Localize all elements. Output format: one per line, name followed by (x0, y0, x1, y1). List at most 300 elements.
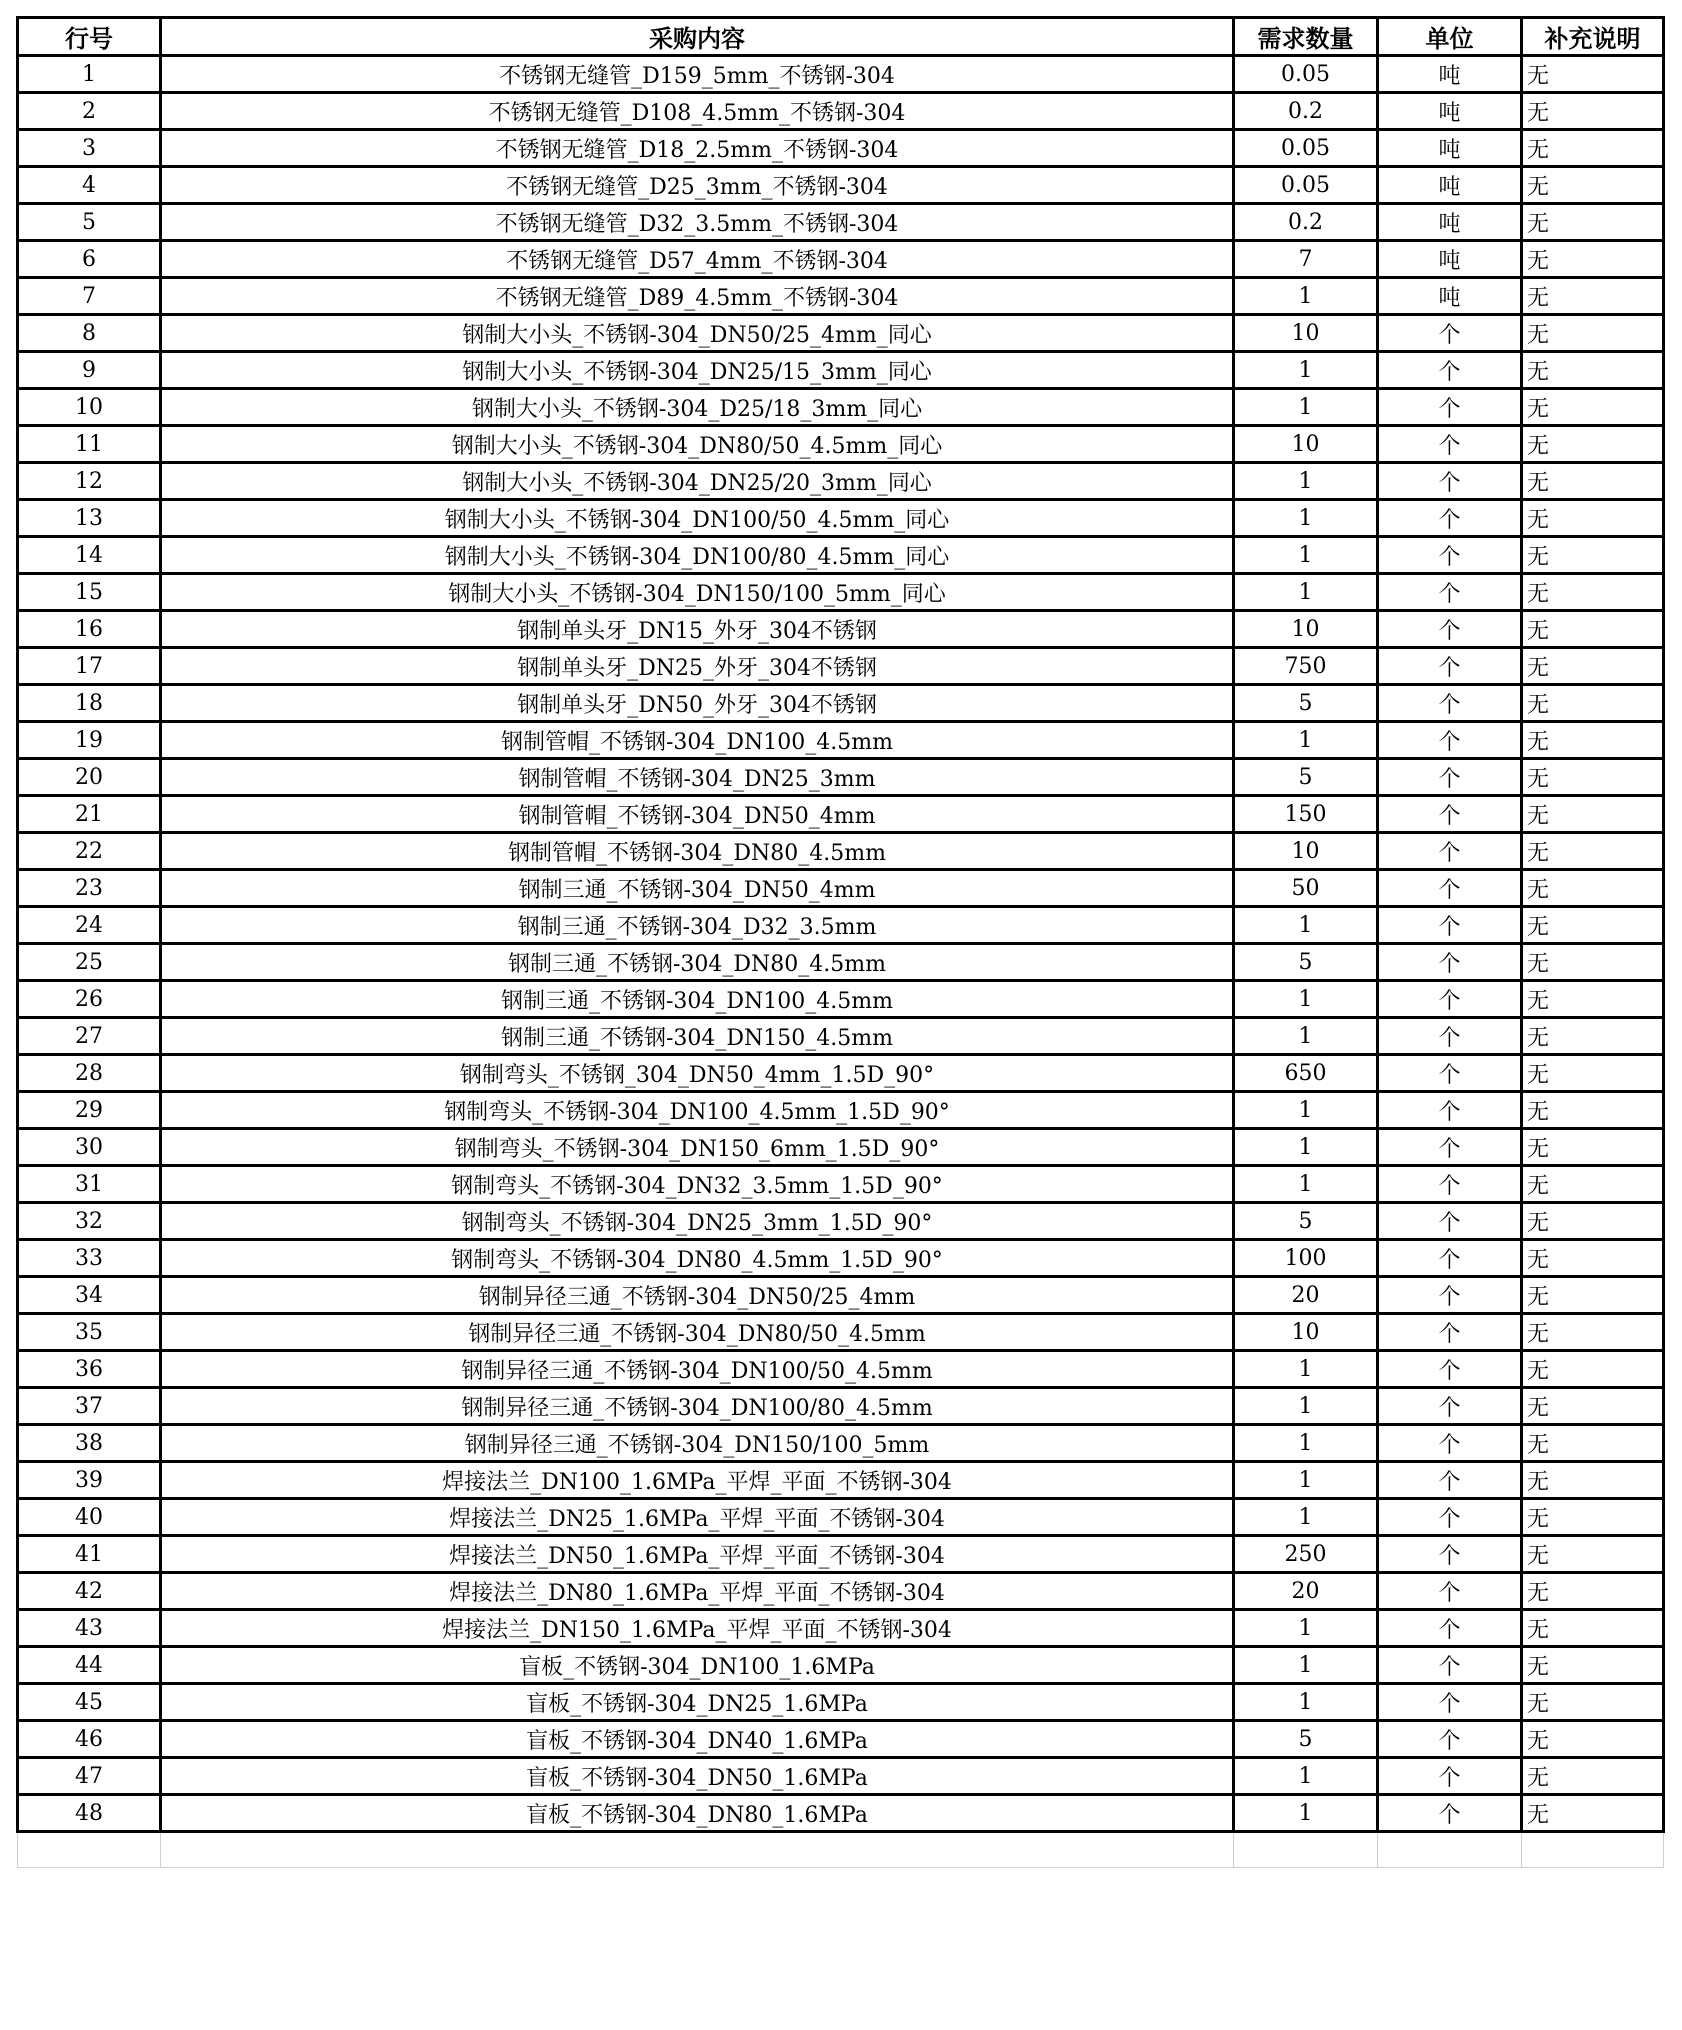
table-row (18, 463, 1664, 500)
table-body (18, 56, 1664, 1868)
table-row (18, 1055, 1664, 1092)
row-number-cell: 28 (18, 1055, 161, 1092)
note-cell: 无 (1522, 1277, 1664, 1314)
row-number-cell: 15 (18, 574, 161, 611)
content-cell: 焊接法兰_DN50_1.6MPa_平焊_平面_不锈钢-304 (161, 1536, 1234, 1573)
empty-cell (1378, 1832, 1522, 1868)
note-cell: 无 (1522, 1425, 1664, 1462)
content-cell: 钢制异径三通_不锈钢-304_DN80/50_4.5mm (161, 1314, 1234, 1351)
row-number-cell: 41 (18, 1536, 161, 1573)
row-number-cell: 35 (18, 1314, 161, 1351)
empty-cell (18, 1832, 161, 1868)
table-row (18, 1795, 1664, 1832)
quantity-cell: 20 (1234, 1277, 1378, 1314)
table-row (18, 722, 1664, 759)
quantity-cell: 5 (1234, 944, 1378, 981)
quantity-cell: 650 (1234, 1055, 1378, 1092)
row-number-cell: 7 (18, 278, 161, 315)
unit-cell: 吨 (1378, 241, 1522, 278)
note-cell: 无 (1522, 1314, 1664, 1351)
note-cell: 无 (1522, 1536, 1664, 1573)
unit-cell: 个 (1378, 426, 1522, 463)
row-number-cell: 4 (18, 167, 161, 204)
content-cell: 钢制单头牙_DN15_外牙_304不锈钢 (161, 611, 1234, 648)
quantity-cell: 1 (1234, 500, 1378, 537)
content-cell: 钢制三通_不锈钢-304_DN50_4mm (161, 870, 1234, 907)
quantity-cell: 150 (1234, 796, 1378, 833)
table-row (18, 1499, 1664, 1536)
unit-cell: 吨 (1378, 278, 1522, 315)
quantity-cell: 1 (1234, 1462, 1378, 1499)
note-cell: 无 (1522, 352, 1664, 389)
unit-cell: 个 (1378, 389, 1522, 426)
table-row (18, 648, 1664, 685)
content-cell: 不锈钢无缝管_D32_3.5mm_不锈钢-304 (161, 204, 1234, 241)
row-number-cell: 37 (18, 1388, 161, 1425)
row-number-cell: 48 (18, 1795, 161, 1832)
quantity-cell: 1 (1234, 574, 1378, 611)
row-number-cell: 44 (18, 1647, 161, 1684)
note-cell: 无 (1522, 981, 1664, 1018)
content-cell: 钢制三通_不锈钢-304_D32_3.5mm (161, 907, 1234, 944)
unit-cell: 个 (1378, 1388, 1522, 1425)
row-number-cell: 17 (18, 648, 161, 685)
row-number-cell: 46 (18, 1721, 161, 1758)
header-content: 采购内容 (161, 18, 1234, 56)
unit-cell: 个 (1378, 981, 1522, 1018)
table-row (18, 537, 1664, 574)
row-number-cell: 43 (18, 1610, 161, 1647)
note-cell: 无 (1522, 611, 1664, 648)
note-cell: 无 (1522, 907, 1664, 944)
row-number-cell: 45 (18, 1684, 161, 1721)
table-row (18, 1388, 1664, 1425)
quantity-cell: 1 (1234, 1758, 1378, 1795)
unit-cell: 个 (1378, 1425, 1522, 1462)
row-number-cell: 18 (18, 685, 161, 722)
unit-cell: 个 (1378, 833, 1522, 870)
content-cell: 钢制大小头_不锈钢-304_DN25/20_3mm_同心 (161, 463, 1234, 500)
note-cell: 无 (1522, 241, 1664, 278)
content-cell: 盲板_不锈钢-304_DN100_1.6MPa (161, 1647, 1234, 1684)
content-cell: 钢制管帽_不锈钢-304_DN100_4.5mm (161, 722, 1234, 759)
content-cell: 钢制弯头_不锈钢-304_DN25_3mm_1.5D_90° (161, 1203, 1234, 1240)
note-cell: 无 (1522, 389, 1664, 426)
note-cell: 无 (1522, 500, 1664, 537)
content-cell: 钢制管帽_不锈钢-304_DN25_3mm (161, 759, 1234, 796)
procurement-table (16, 16, 1665, 1868)
content-cell: 焊接法兰_DN150_1.6MPa_平焊_平面_不锈钢-304 (161, 1610, 1234, 1647)
quantity-cell: 1 (1234, 1647, 1378, 1684)
quantity-cell: 1 (1234, 1795, 1378, 1832)
table-row (18, 352, 1664, 389)
unit-cell: 个 (1378, 1462, 1522, 1499)
quantity-cell: 1 (1234, 1018, 1378, 1055)
content-cell: 不锈钢无缝管_D108_4.5mm_不锈钢-304 (161, 93, 1234, 130)
content-cell: 钢制弯头_不锈钢_304_DN50_4mm_1.5D_90° (161, 1055, 1234, 1092)
table-row (18, 1647, 1664, 1684)
note-cell: 无 (1522, 944, 1664, 981)
table-row (18, 1129, 1664, 1166)
table-row (18, 981, 1664, 1018)
quantity-cell: 1 (1234, 463, 1378, 500)
note-cell: 无 (1522, 1388, 1664, 1425)
note-cell: 无 (1522, 1758, 1664, 1795)
quantity-cell: 20 (1234, 1573, 1378, 1610)
quantity-cell: 1 (1234, 722, 1378, 759)
unit-cell: 个 (1378, 352, 1522, 389)
unit-cell: 个 (1378, 1240, 1522, 1277)
empty-cell (1522, 1832, 1664, 1868)
quantity-cell: 10 (1234, 315, 1378, 352)
quantity-cell: 5 (1234, 685, 1378, 722)
note-cell: 无 (1522, 1203, 1664, 1240)
row-number-cell: 8 (18, 315, 161, 352)
quantity-cell: 1 (1234, 907, 1378, 944)
table-row (18, 315, 1664, 352)
content-cell: 钢制异径三通_不锈钢-304_DN50/25_4mm (161, 1277, 1234, 1314)
table-row (18, 1018, 1664, 1055)
content-cell: 焊接法兰_DN25_1.6MPa_平焊_平面_不锈钢-304 (161, 1499, 1234, 1536)
quantity-cell: 1 (1234, 278, 1378, 315)
quantity-cell: 1 (1234, 537, 1378, 574)
quantity-cell: 5 (1234, 759, 1378, 796)
row-number-cell: 40 (18, 1499, 161, 1536)
content-cell: 不锈钢无缝管_D25_3mm_不锈钢-304 (161, 167, 1234, 204)
note-cell: 无 (1522, 1499, 1664, 1536)
header-row (18, 18, 1664, 56)
header-unit: 单位 (1378, 18, 1522, 56)
note-cell: 无 (1522, 93, 1664, 130)
quantity-cell: 0.05 (1234, 56, 1378, 93)
content-cell: 钢制三通_不锈钢-304_DN150_4.5mm (161, 1018, 1234, 1055)
note-cell: 无 (1522, 204, 1664, 241)
quantity-cell: 1 (1234, 1388, 1378, 1425)
content-cell: 焊接法兰_DN80_1.6MPa_平焊_平面_不锈钢-304 (161, 1573, 1234, 1610)
table-row (18, 130, 1664, 167)
row-number-cell: 24 (18, 907, 161, 944)
header-note: 补充说明 (1522, 18, 1664, 56)
row-number-cell: 26 (18, 981, 161, 1018)
row-number-cell: 22 (18, 833, 161, 870)
content-cell: 盲板_不锈钢-304_DN50_1.6MPa (161, 1758, 1234, 1795)
table-row (18, 944, 1664, 981)
content-cell: 钢制单头牙_DN25_外牙_304不锈钢 (161, 648, 1234, 685)
content-cell: 钢制弯头_不锈钢-304_DN80_4.5mm_1.5D_90° (161, 1240, 1234, 1277)
note-cell: 无 (1522, 426, 1664, 463)
table-row (18, 167, 1664, 204)
note-cell: 无 (1522, 648, 1664, 685)
table-row (18, 1610, 1664, 1647)
content-cell: 钢制异径三通_不锈钢-304_DN150/100_5mm (161, 1425, 1234, 1462)
table-row (18, 1573, 1664, 1610)
content-cell: 不锈钢无缝管_D159_5mm_不锈钢-304 (161, 56, 1234, 93)
content-cell: 不锈钢无缝管_D57_4mm_不锈钢-304 (161, 241, 1234, 278)
content-cell: 钢制大小头_不锈钢-304_DN50/25_4mm_同心 (161, 315, 1234, 352)
row-number-cell: 33 (18, 1240, 161, 1277)
empty-row (18, 1832, 1664, 1868)
content-cell: 钢制管帽_不锈钢-304_DN80_4.5mm (161, 833, 1234, 870)
table-row (18, 796, 1664, 833)
table-row (18, 278, 1664, 315)
quantity-cell: 1 (1234, 389, 1378, 426)
unit-cell: 个 (1378, 1092, 1522, 1129)
unit-cell: 个 (1378, 907, 1522, 944)
quantity-cell: 1 (1234, 1499, 1378, 1536)
unit-cell: 个 (1378, 1277, 1522, 1314)
table-row (18, 907, 1664, 944)
content-cell: 不锈钢无缝管_D89_4.5mm_不锈钢-304 (161, 278, 1234, 315)
table-row (18, 870, 1664, 907)
row-number-cell: 36 (18, 1351, 161, 1388)
table-row (18, 1277, 1664, 1314)
unit-cell: 个 (1378, 315, 1522, 352)
quantity-cell: 1 (1234, 1425, 1378, 1462)
quantity-cell: 0.05 (1234, 167, 1378, 204)
quantity-cell: 5 (1234, 1203, 1378, 1240)
quantity-cell: 1 (1234, 1351, 1378, 1388)
row-number-cell: 12 (18, 463, 161, 500)
content-cell: 钢制大小头_不锈钢-304_DN150/100_5mm_同心 (161, 574, 1234, 611)
content-cell: 盲板_不锈钢-304_DN40_1.6MPa (161, 1721, 1234, 1758)
unit-cell: 个 (1378, 537, 1522, 574)
content-cell: 钢制弯头_不锈钢-304_DN100_4.5mm_1.5D_90° (161, 1092, 1234, 1129)
note-cell: 无 (1522, 130, 1664, 167)
quantity-cell: 10 (1234, 1314, 1378, 1351)
note-cell: 无 (1522, 1092, 1664, 1129)
row-number-cell: 38 (18, 1425, 161, 1462)
unit-cell: 个 (1378, 1166, 1522, 1203)
row-number-cell: 3 (18, 130, 161, 167)
quantity-cell: 1 (1234, 1684, 1378, 1721)
table-row (18, 1092, 1664, 1129)
row-number-cell: 9 (18, 352, 161, 389)
row-number-cell: 21 (18, 796, 161, 833)
unit-cell: 个 (1378, 1758, 1522, 1795)
unit-cell: 个 (1378, 722, 1522, 759)
row-number-cell: 16 (18, 611, 161, 648)
table-row (18, 1314, 1664, 1351)
row-number-cell: 30 (18, 1129, 161, 1166)
row-number-cell: 2 (18, 93, 161, 130)
table-row (18, 1425, 1664, 1462)
quantity-cell: 10 (1234, 611, 1378, 648)
unit-cell: 个 (1378, 1684, 1522, 1721)
unit-cell: 个 (1378, 796, 1522, 833)
note-cell: 无 (1522, 1721, 1664, 1758)
unit-cell: 个 (1378, 1203, 1522, 1240)
note-cell: 无 (1522, 833, 1664, 870)
unit-cell: 个 (1378, 1129, 1522, 1166)
note-cell: 无 (1522, 796, 1664, 833)
row-number-cell: 27 (18, 1018, 161, 1055)
table-row (18, 56, 1664, 93)
quantity-cell: 1 (1234, 352, 1378, 389)
row-number-cell: 5 (18, 204, 161, 241)
row-number-cell: 11 (18, 426, 161, 463)
unit-cell: 个 (1378, 463, 1522, 500)
quantity-cell: 1 (1234, 1129, 1378, 1166)
header-quantity: 需求数量 (1234, 18, 1378, 56)
unit-cell: 个 (1378, 944, 1522, 981)
quantity-cell: 10 (1234, 833, 1378, 870)
note-cell: 无 (1522, 1129, 1664, 1166)
note-cell: 无 (1522, 1647, 1664, 1684)
unit-cell: 个 (1378, 1018, 1522, 1055)
row-number-cell: 29 (18, 1092, 161, 1129)
unit-cell: 个 (1378, 1314, 1522, 1351)
table-row (18, 93, 1664, 130)
row-number-cell: 39 (18, 1462, 161, 1499)
unit-cell: 个 (1378, 1573, 1522, 1610)
content-cell: 钢制大小头_不锈钢-304_DN100/50_4.5mm_同心 (161, 500, 1234, 537)
content-cell: 盲板_不锈钢-304_DN25_1.6MPa (161, 1684, 1234, 1721)
row-number-cell: 19 (18, 722, 161, 759)
quantity-cell: 0.2 (1234, 204, 1378, 241)
note-cell: 无 (1522, 278, 1664, 315)
unit-cell: 吨 (1378, 167, 1522, 204)
row-number-cell: 23 (18, 870, 161, 907)
content-cell: 钢制管帽_不锈钢-304_DN50_4mm (161, 796, 1234, 833)
row-number-cell: 6 (18, 241, 161, 278)
table-row (18, 574, 1664, 611)
unit-cell: 个 (1378, 611, 1522, 648)
note-cell: 无 (1522, 1166, 1664, 1203)
content-cell: 钢制弯头_不锈钢-304_DN32_3.5mm_1.5D_90° (161, 1166, 1234, 1203)
table-row (18, 500, 1664, 537)
content-cell: 盲板_不锈钢-304_DN80_1.6MPa (161, 1795, 1234, 1832)
note-cell: 无 (1522, 1351, 1664, 1388)
table-row (18, 1203, 1664, 1240)
row-number-cell: 13 (18, 500, 161, 537)
table-row (18, 1351, 1664, 1388)
unit-cell: 个 (1378, 1536, 1522, 1573)
table-row (18, 389, 1664, 426)
note-cell: 无 (1522, 1795, 1664, 1832)
quantity-cell: 250 (1234, 1536, 1378, 1573)
note-cell: 无 (1522, 1055, 1664, 1092)
content-cell: 钢制三通_不锈钢-304_DN80_4.5mm (161, 944, 1234, 981)
content-cell: 焊接法兰_DN100_1.6MPa_平焊_平面_不锈钢-304 (161, 1462, 1234, 1499)
content-cell: 钢制大小头_不锈钢-304_DN80/50_4.5mm_同心 (161, 426, 1234, 463)
note-cell: 无 (1522, 1462, 1664, 1499)
content-cell: 钢制大小头_不锈钢-304_DN100/80_4.5mm_同心 (161, 537, 1234, 574)
row-number-cell: 32 (18, 1203, 161, 1240)
note-cell: 无 (1522, 167, 1664, 204)
note-cell: 无 (1522, 537, 1664, 574)
note-cell: 无 (1522, 1684, 1664, 1721)
table-row (18, 1758, 1664, 1795)
unit-cell: 个 (1378, 1351, 1522, 1388)
content-cell: 不锈钢无缝管_D18_2.5mm_不锈钢-304 (161, 130, 1234, 167)
note-cell: 无 (1522, 574, 1664, 611)
quantity-cell: 10 (1234, 426, 1378, 463)
note-cell: 无 (1522, 56, 1664, 93)
content-cell: 钢制异径三通_不锈钢-304_DN100/50_4.5mm (161, 1351, 1234, 1388)
note-cell: 无 (1522, 685, 1664, 722)
quantity-cell: 7 (1234, 241, 1378, 278)
row-number-cell: 20 (18, 759, 161, 796)
note-cell: 无 (1522, 1610, 1664, 1647)
row-number-cell: 25 (18, 944, 161, 981)
unit-cell: 个 (1378, 759, 1522, 796)
unit-cell: 个 (1378, 500, 1522, 537)
note-cell: 无 (1522, 722, 1664, 759)
content-cell: 钢制弯头_不锈钢-304_DN150_6mm_1.5D_90° (161, 1129, 1234, 1166)
note-cell: 无 (1522, 1018, 1664, 1055)
table-row (18, 1462, 1664, 1499)
unit-cell: 吨 (1378, 204, 1522, 241)
row-number-cell: 1 (18, 56, 161, 93)
content-cell: 钢制异径三通_不锈钢-304_DN100/80_4.5mm (161, 1388, 1234, 1425)
note-cell: 无 (1522, 870, 1664, 907)
table-row (18, 611, 1664, 648)
quantity-cell: 100 (1234, 1240, 1378, 1277)
note-cell: 无 (1522, 463, 1664, 500)
unit-cell: 个 (1378, 648, 1522, 685)
content-cell: 钢制三通_不锈钢-304_DN100_4.5mm (161, 981, 1234, 1018)
empty-cell (161, 1832, 1234, 1868)
unit-cell: 吨 (1378, 130, 1522, 167)
quantity-cell: 0.05 (1234, 130, 1378, 167)
table-row (18, 759, 1664, 796)
unit-cell: 个 (1378, 685, 1522, 722)
row-number-cell: 42 (18, 1573, 161, 1610)
row-number-cell: 47 (18, 1758, 161, 1795)
note-cell: 无 (1522, 315, 1664, 352)
quantity-cell: 0.2 (1234, 93, 1378, 130)
quantity-cell: 1 (1234, 1610, 1378, 1647)
quantity-cell: 1 (1234, 981, 1378, 1018)
content-cell: 钢制大小头_不锈钢-304_D25/18_3mm_同心 (161, 389, 1234, 426)
table-row (18, 1684, 1664, 1721)
quantity-cell: 5 (1234, 1721, 1378, 1758)
quantity-cell: 1 (1234, 1092, 1378, 1129)
unit-cell: 个 (1378, 1721, 1522, 1758)
unit-cell: 个 (1378, 870, 1522, 907)
quantity-cell: 50 (1234, 870, 1378, 907)
row-number-cell: 10 (18, 389, 161, 426)
row-number-cell: 34 (18, 1277, 161, 1314)
table-row (18, 241, 1664, 278)
unit-cell: 吨 (1378, 56, 1522, 93)
table-row (18, 1166, 1664, 1203)
table-row (18, 1240, 1664, 1277)
table-row (18, 426, 1664, 463)
empty-cell (1234, 1832, 1378, 1868)
quantity-cell: 750 (1234, 648, 1378, 685)
header-row-number: 行号 (18, 18, 161, 56)
table-row (18, 204, 1664, 241)
unit-cell: 个 (1378, 1647, 1522, 1684)
unit-cell: 个 (1378, 1610, 1522, 1647)
table-row (18, 685, 1664, 722)
table-row (18, 833, 1664, 870)
unit-cell: 个 (1378, 574, 1522, 611)
note-cell: 无 (1522, 1240, 1664, 1277)
content-cell: 钢制单头牙_DN50_外牙_304不锈钢 (161, 685, 1234, 722)
note-cell: 无 (1522, 1573, 1664, 1610)
table-row (18, 1721, 1664, 1758)
row-number-cell: 14 (18, 537, 161, 574)
unit-cell: 吨 (1378, 93, 1522, 130)
unit-cell: 个 (1378, 1055, 1522, 1092)
unit-cell: 个 (1378, 1499, 1522, 1536)
row-number-cell: 31 (18, 1166, 161, 1203)
content-cell: 钢制大小头_不锈钢-304_DN25/15_3mm_同心 (161, 352, 1234, 389)
table-row (18, 1536, 1664, 1573)
quantity-cell: 1 (1234, 1166, 1378, 1203)
